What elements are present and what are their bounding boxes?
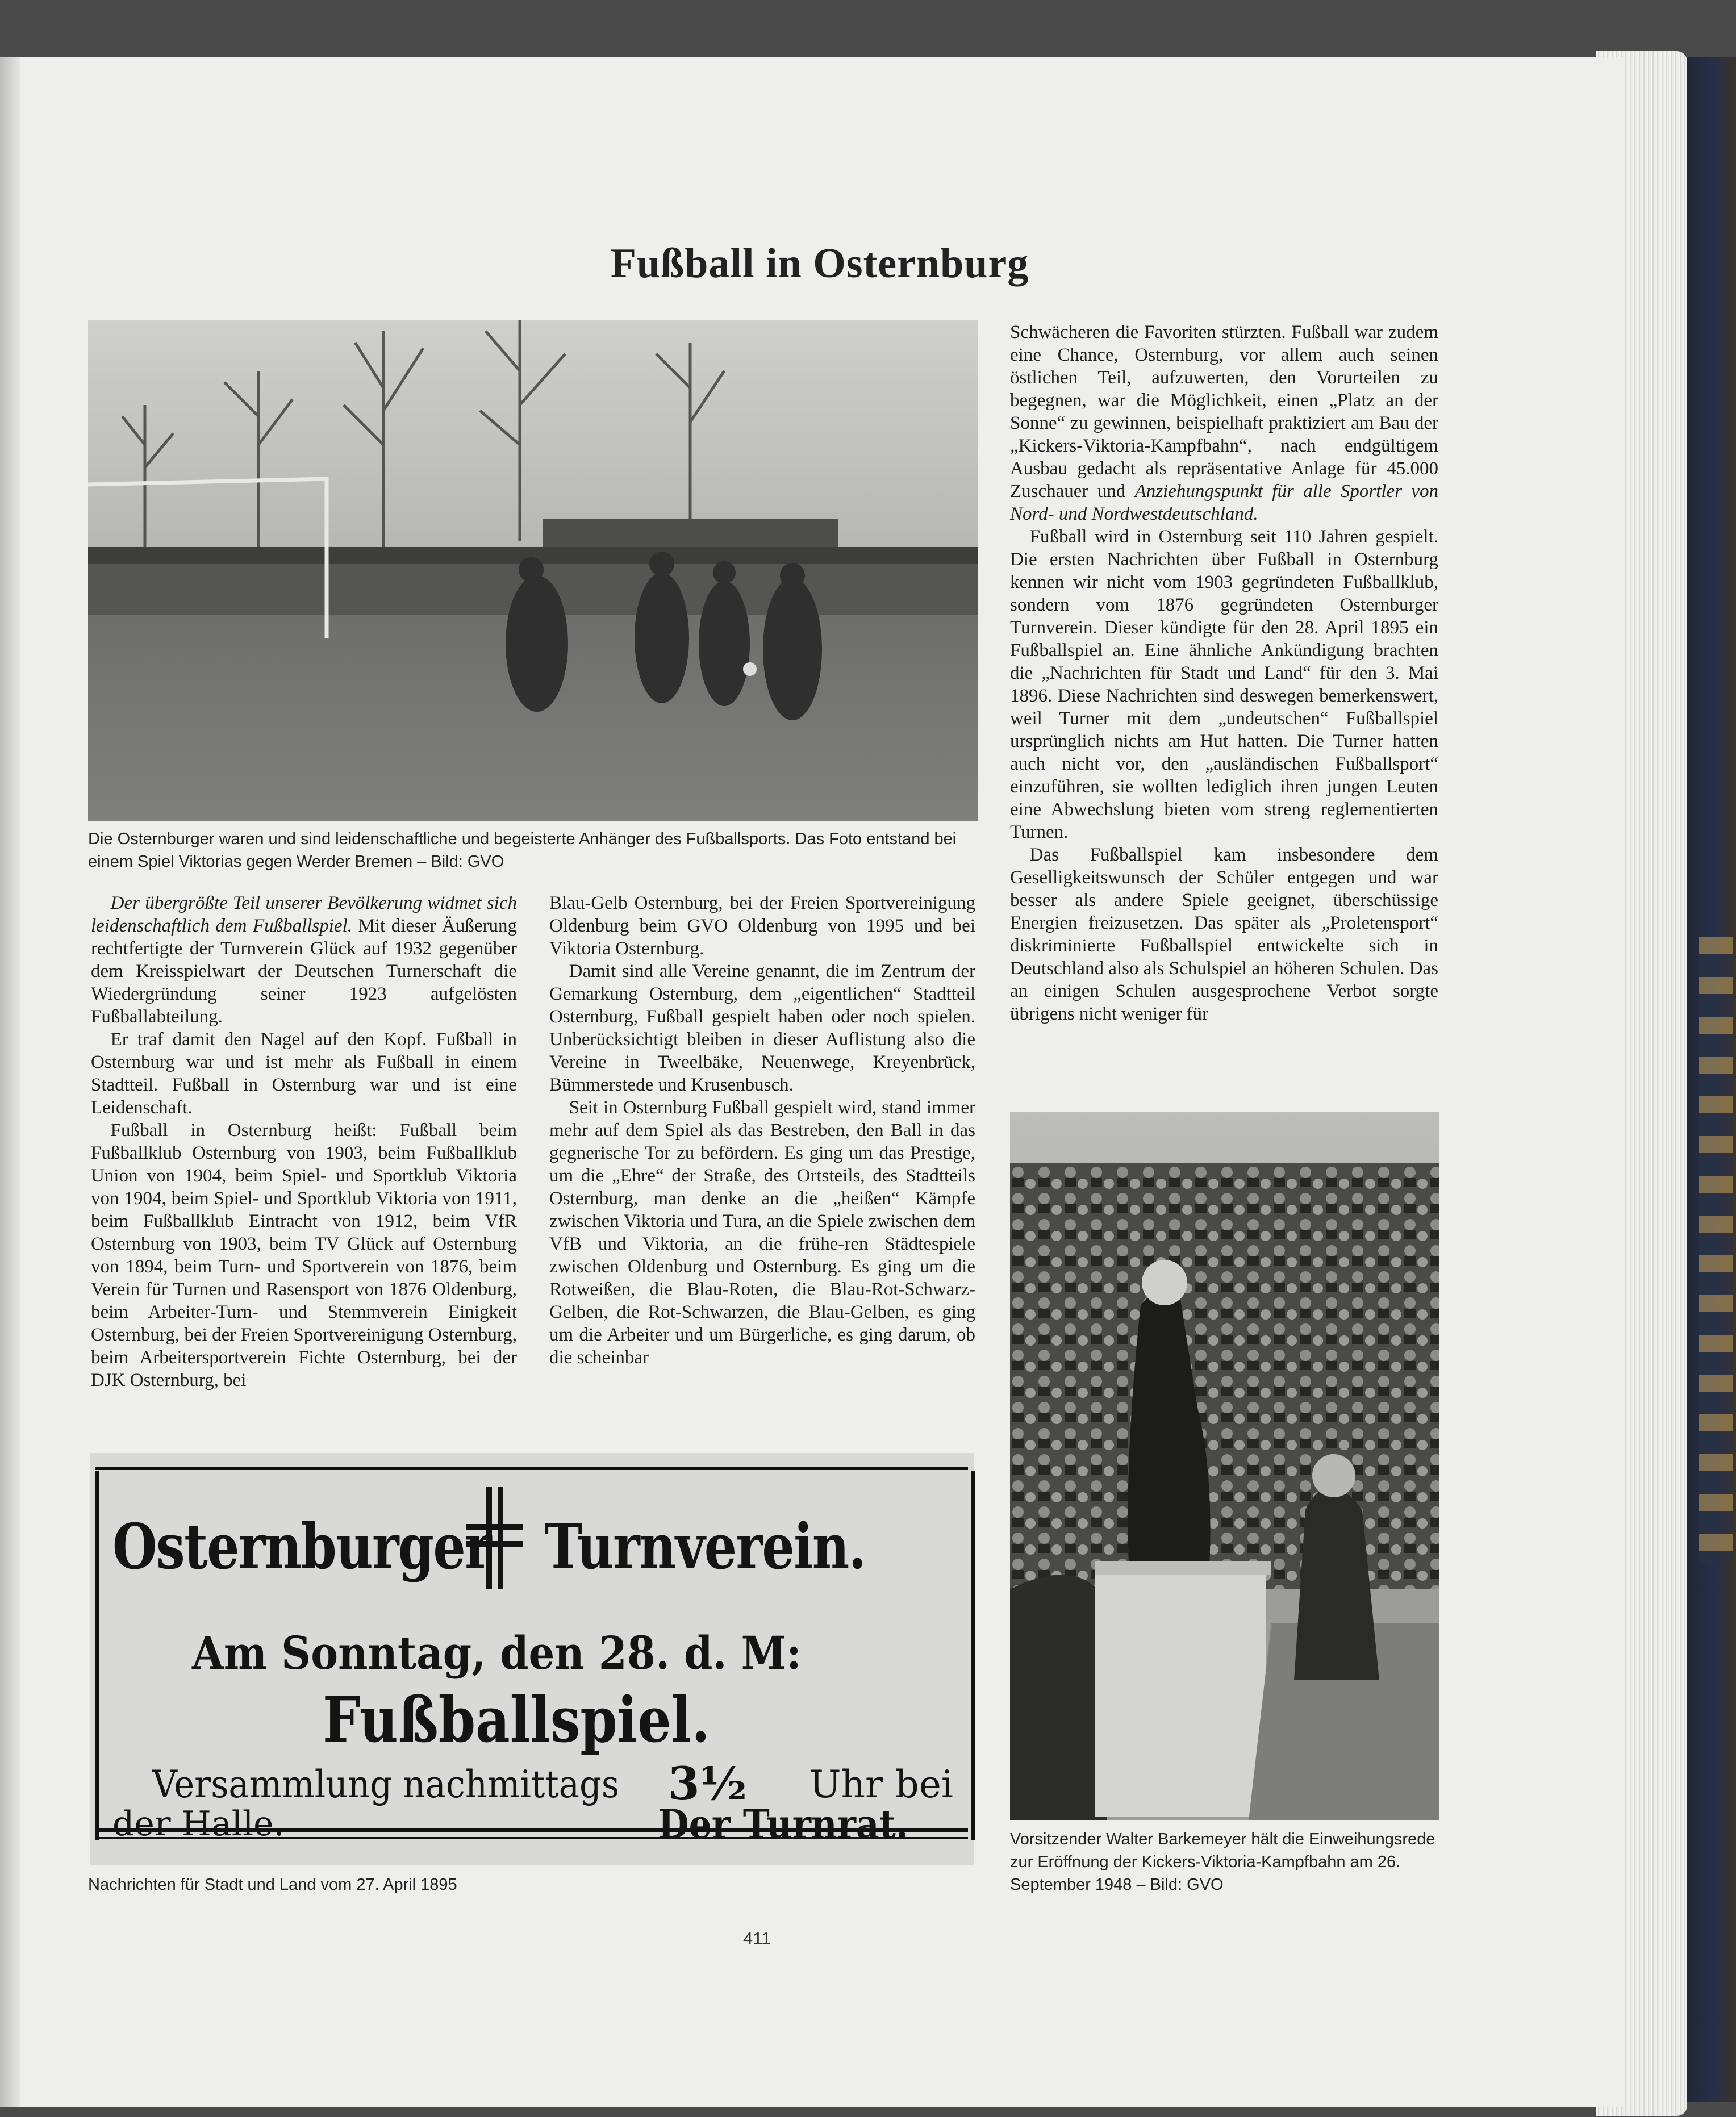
paragraph: Er traf damit den Nagel auf den Kopf. Fußball in Osternburg war und ist mehr als Fußball in einem Stadtteil. Fußball in Osternburg war und ist eine Leidenschaft. (91, 1029, 517, 1118)
advert-heading-right: Turnverein. (544, 1510, 866, 1583)
text-column-right (1010, 321, 1438, 1025)
paragraph (91, 892, 517, 1028)
paragraph: Fußball wird in Osternburg seit 110 Jahren gespielt. Die ersten Nachrichten über Fußball in Osternburg kennen wir nicht vom 1903 gegründeten Fußballklub, sondern vom 1876 gegründeten Osternburger Turnverein. Dieser kündigte für den 28. April 1895 ein Fußballspiel an. Eine ähnliche Ankündigung brachten die „Nachrichten für Stadt und Land“ für den 3. Mai 1896. Diese Nachrichten sind deswegen bemerkenswert, weil Turner mit dem „undeutschen“ Fußballspiel ursprünglich nichts am Hut hatten. Die Turner hatten auch nicht vor, den „ausländischen Fußballsport“ einzuführen, sie wollten lediglich ihren jungen Leuten eine Abwechslung bieten vom streng reglementierten Turnen. (1010, 527, 1438, 842)
paragraph: Blau-Gelb Osternburg, bei der Freien Sportvereinigung Oldenburg beim GVO Oldenburg von 1995 und bei Viktoria Osternburg. (549, 893, 975, 959)
advert-date-line: Am Sonntag, den 28. d. M: (192, 1626, 802, 1680)
advert-top-rule (95, 1467, 968, 1470)
paragraph: Seit in Osternburg Fußball gespielt wird, stand immer mehr auf dem Spiel als das Bestreben, den Ball in das gegnerische Tor zu befördern. Es ging um das Prestige, um die „Ehre“ der Straße, des Ortsteils, des Stadtteils Osternburg, man denke an die „heißen“ Kämpfe zwischen Viktoria und Tura, an die Spiele zwischen dem VfB und Viktoria, an die frühe-ren Städtespiele zwischen Oldenburg und Osternburg. Es ging um die Rotweißen, die Blau-Roten, die Blau-Rot-Schwarz-Gelben, die Rot-Schwarzen, die Blau-Gelben, es ging um die Arbeiter und um Bürgerliche, es ging darum, ob die scheinbar (549, 1097, 975, 1368)
football-match-photo (88, 320, 978, 821)
gutter-shadow (0, 57, 20, 2107)
cover-ornament (1699, 937, 1733, 1562)
advert-signature: Der Turnrat. (658, 1801, 908, 1848)
text-column-middle (549, 892, 975, 1369)
quote-text: Anziehungspunkt für alle Sportler von Nord- und Nordwestdeutschland. (1010, 481, 1438, 524)
paragraph-text: Schwächeren die Favoriten stürzten. Fußball war zudem eine Chance, Osternburg, vor allem auch seinen östlichen Teil, aufzuwerten, den Vorurteilen zu begegnen, war die Möglichkeit, einen „Platz an der Sonne“ zu gewinnen, beispielhaft praktiziert am Bau der „Kickers-Viktoria-Kampfbahn“, nach endgültigem Ausbau gedacht als repräsentative Anlage für 45.000 Zuschauer und (1010, 322, 1438, 502)
paragraph-text: Mit dieser Äußerung rechtfertigte der Turnverein Glück auf 1932 gegenüber dem Kreisspielwart der Deutschen Turnerschaft die Wiedergründung seiner 1923 aufgelösten Fußballabteilung. (91, 916, 517, 1027)
speech-illustration (1010, 1112, 1439, 1820)
advert-caption: Nachrichten für Stadt und Land vom 27. April 1895 (88, 1876, 457, 1894)
paragraph (1010, 321, 1438, 525)
paragraph: Das Fußballspiel kam insbesondere dem Geselligkeitswunsch der Schüler entgegen und war besser als andere Spiele geeignet, überschüssige Energien freizusetzen. Das später als „Proletensport“ diskriminierte Fußballspiel entwickelte sich in Deutschland also als Schulspiel an höheren Schulen. Das an einigen Schulen ausgesprochene Verbot sorgte übrigens nicht weniger für (1010, 845, 1438, 1024)
advert-hall-line: der Halle. (112, 1804, 285, 1844)
speech-photo (1010, 1112, 1439, 1820)
advert-meeting-line: Versammlung nachmittags (152, 1763, 620, 1806)
advert-meeting-place: Uhr bei (809, 1763, 953, 1806)
page-number: 411 (743, 1928, 771, 1948)
text-column-left (91, 892, 517, 1392)
quote-text: Der übergrößte Teil unserer Bevölkerung widmet sich leidenschaftlich dem Fußballspiel. (91, 893, 517, 936)
newspaper-advert (90, 1453, 974, 1865)
paragraph: Fußball in Osternburg heißt: Fußball beim Fußballklub Osternburg von 1903, beim Fußballklub Union von 1904, beim Spiel- und Sportklub Viktoria von 1904, beim Spiel- und Sportklub Viktoria von 1911, beim Fußballklub Eintracht von 1912, beim VfR Osternburg von 1903, beim TV Glück auf Osternburg von 1894, beim Turn- und Sportverein von 1876, beim Verein für Turnen und Rasensport von 1876 Oldenburg, beim Arbeiter-Turn- und Stemmverein Einigkeit Osternburg, bei der Freien Sportvereinigung Osternburg, beim Arbeitersportverein Fichte Osternburg, bei der DJK Osternburg, bei (91, 1120, 517, 1391)
right-photo-caption: Vorsitzender Walter Barkemeyer hält die Einweihungsrede zur Eröffnung der Kickers-Viktoria-Kampfbahn am 26. September 1948 – Bild: GVO (1010, 1830, 1435, 1894)
turnverein-emblem-icon (466, 1487, 523, 1589)
top-photo-caption: Die Osternburger waren und sind leidenschaftliche und begeisterte Anhänger des Fußballsports. Das Foto entstand bei einem Spiel Viktorias gegen Werder Bremen – Bild: GVO (88, 830, 957, 871)
advert-meeting-time: 3½ (668, 1757, 748, 1810)
football-match-illustration (88, 320, 978, 821)
advert-event-title: Fußballspiel. (323, 1683, 710, 1756)
advert-heading-left: Osternburger (112, 1510, 491, 1583)
paragraph: Damit sind alle Vereine genannt, die im Zentrum der Gemarkung Osternburg, dem „eigentlichen“ Stadtteil Osternburg, Fußball gespielt haben oder noch spielen. Unberücksichtigt bleiben in dieser Auflistung also die Vereine in Tweelbäke, Neuenwege, Kreyenbrück, Bümmerstede und Krusenbusch. (549, 961, 975, 1095)
page-title: Fußball in Osternburg (610, 240, 1029, 287)
